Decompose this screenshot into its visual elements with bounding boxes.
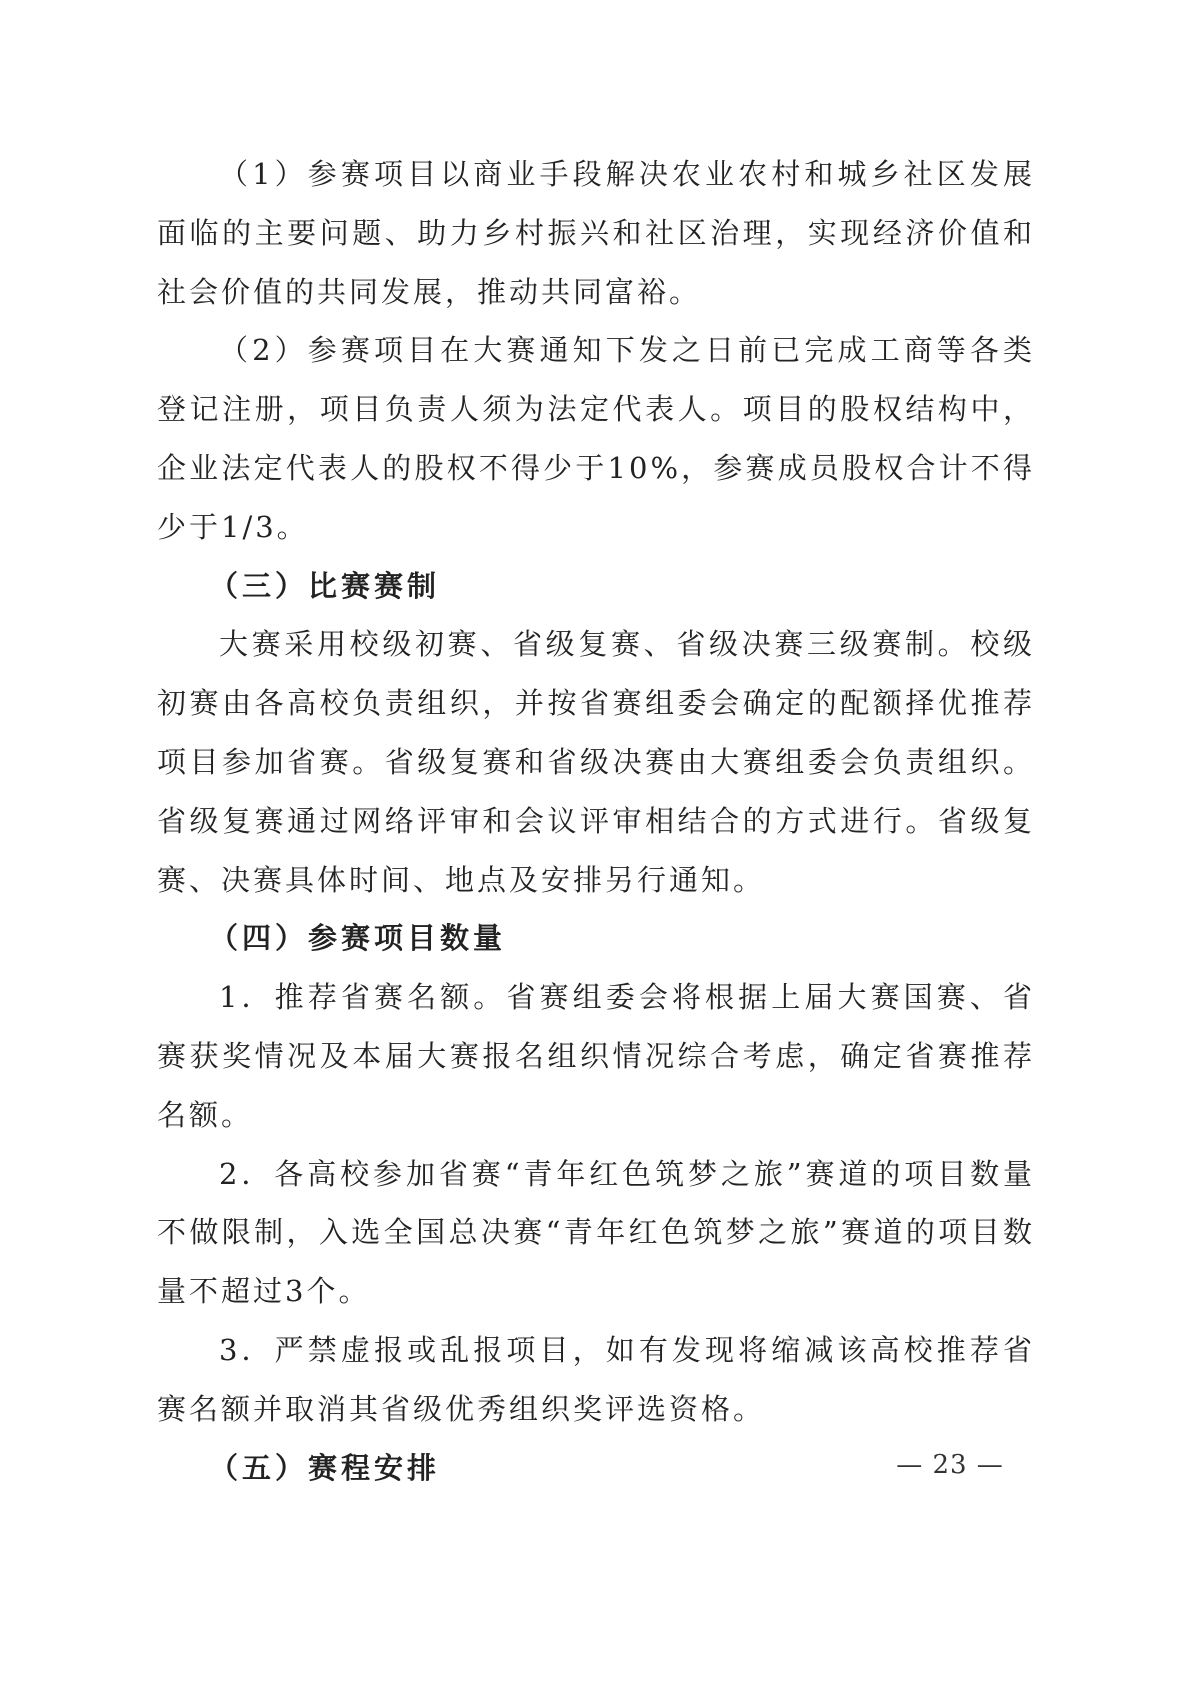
section-heading-5: （五）赛程安排 bbox=[209, 1450, 441, 1485]
document-body bbox=[157, 145, 1035, 1497]
section-heading-3: （三）比赛赛制 bbox=[209, 568, 441, 603]
section-heading-4: （四）参赛项目数量 bbox=[209, 921, 507, 956]
paragraph-item-1: （1）参赛项目以商业手段解决农业农村和城乡社区发展面临的主要问题、助力乡村振兴和社区治理，实现经济价值和社会价值的共同发展，推动共同富裕。 bbox=[157, 157, 1035, 309]
paragraph-quota-2: 2．各高校参加省赛“青年红色筑梦之旅”赛道的项目数量不做限制，入选全国总决赛“青年红色筑梦之旅”赛道的项目数量不超过3个。 bbox=[157, 1156, 1035, 1309]
paragraph-quota-1: 1．推荐省赛名额。省赛组委会将根据上届大赛国赛、省赛获奖情况及本届大赛报名组织情况综合考虑，确定省赛推荐名额。 bbox=[157, 980, 1035, 1132]
page-number: — 23 — bbox=[896, 1450, 1004, 1480]
paragraph-competition-system: 大赛采用校级初赛、省级复赛、省级决赛三级赛制。校级初赛由各高校负责组织，并按省赛组委会确定的配额择优推荐项目参加省赛。省级复赛和省级决赛由大赛组委会负责组织。省级复赛通过网络评审和会议评审相结合的方式进行。省级复赛、决赛具体时间、地点及安排另行通知。 bbox=[157, 627, 1035, 897]
paragraph-item-2: （2）参赛项目在大赛通知下发之日前已完成工商等各类登记注册，项目负责人须为法定代表人。项目的股权结构中，企业法定代表人的股权不得少于10%，参赛成员股权合计不得少于1/3。 bbox=[157, 333, 1035, 544]
paragraph-quota-3: 3．严禁虚报或乱报项目，如有发现将缩减该高校推荐省赛名额并取消其省级优秀组织奖评选资格。 bbox=[157, 1332, 1035, 1426]
